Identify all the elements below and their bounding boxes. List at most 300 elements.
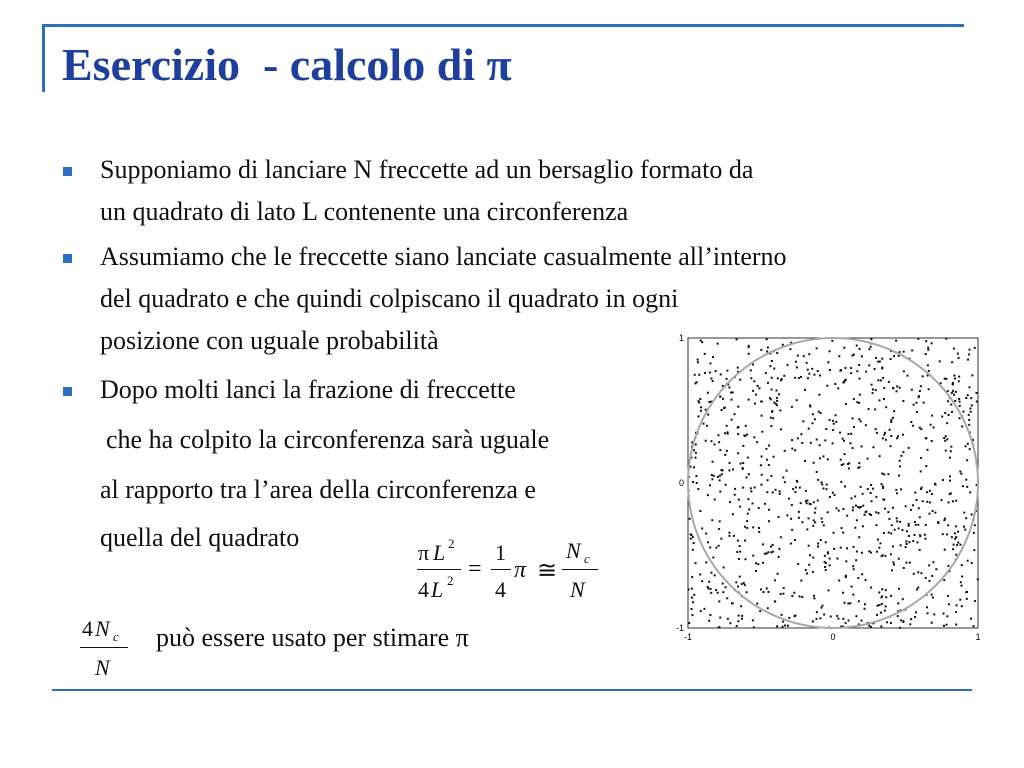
scatter-point [931, 594, 933, 596]
scatter-point [816, 347, 818, 349]
scatter-point [865, 579, 867, 581]
scatter-point [937, 522, 939, 524]
scatter-point [919, 549, 921, 551]
scatter-point [962, 411, 964, 413]
scatter-point [852, 509, 854, 511]
scatter-point [828, 589, 830, 591]
estimator-text: può essere usato per stimare π [156, 623, 469, 652]
scatter-point [768, 509, 770, 511]
scatter-point [774, 600, 776, 602]
scatter-point [820, 481, 822, 483]
scatter-point [795, 486, 797, 488]
scatter-point [934, 483, 936, 485]
scatter-point [971, 513, 973, 515]
scatter-point [877, 539, 879, 541]
scatter-point [782, 626, 784, 628]
scatter-point [814, 418, 816, 420]
scatter-point [796, 480, 798, 482]
scatter-point [931, 622, 933, 624]
scatter-point [858, 364, 860, 366]
scatter-point [952, 548, 954, 550]
scatter-point [752, 619, 754, 621]
scatter-point [843, 463, 845, 465]
scatter-point [757, 385, 759, 387]
scatter-point [726, 450, 728, 452]
scatter-point [738, 499, 740, 501]
scatter-point [894, 529, 896, 531]
scatter-point [820, 412, 822, 414]
scatter-point [929, 580, 931, 582]
scatter-point [909, 623, 911, 625]
scatter-point [822, 455, 824, 457]
scatter-point [691, 576, 693, 578]
scatter-point [797, 563, 799, 565]
scatter-point [750, 490, 752, 492]
scatter-point [779, 493, 781, 495]
scatter-point [782, 593, 784, 595]
scatter-point [812, 413, 814, 415]
scatter-point [855, 559, 857, 561]
scatter-point [880, 596, 882, 598]
scatter-point [953, 348, 955, 350]
scatter-point [727, 433, 729, 435]
scatter-point [852, 565, 854, 567]
scatter-point [944, 378, 946, 380]
scatter-point [776, 400, 778, 402]
scatter-point [890, 532, 892, 534]
scatter-point [806, 528, 808, 530]
scatter-point [803, 355, 805, 357]
scatter-point [963, 512, 965, 514]
scatter-point [732, 468, 734, 470]
scatter-point [959, 417, 961, 419]
scatter-point [756, 603, 758, 605]
scatter-point [868, 348, 870, 350]
scatter-point [724, 407, 726, 409]
scatter-point [845, 575, 847, 577]
scatter-point [819, 374, 821, 376]
scatter-point [901, 529, 903, 531]
scatter-point [872, 388, 874, 390]
scatter-point [755, 394, 757, 396]
scatter-point [875, 511, 877, 513]
scatter-point [766, 491, 768, 493]
bullet-3-line-3: al rapporto tra l’area della circonferenza e [100, 475, 536, 504]
scatter-point [737, 406, 739, 408]
scatter-point [825, 428, 827, 430]
scatter-point [858, 466, 860, 468]
scatter-point [925, 340, 927, 342]
scatter-point [960, 473, 962, 475]
scatter-point [948, 501, 950, 503]
scatter-point [858, 536, 860, 538]
scatter-point [731, 399, 733, 401]
frame-top-rule [42, 24, 964, 27]
scatter-point [796, 399, 798, 401]
bullet-2-line-2: del quadrato e che quindi colpiscano il quadrato in ogni [100, 284, 679, 313]
scatter-point [808, 517, 810, 519]
scatter-point [708, 581, 710, 583]
scatter-point [717, 434, 719, 436]
scatter-point [809, 554, 811, 556]
scatter-point [786, 470, 788, 472]
scatter-point [884, 508, 886, 510]
scatter-point [858, 402, 860, 404]
scatter-point [729, 462, 731, 464]
scatter-point [879, 604, 881, 606]
scatter-point [692, 536, 694, 538]
scatter-point [881, 358, 883, 360]
scatter-point [737, 540, 739, 542]
scatter-point [771, 411, 773, 413]
scatter-point [782, 344, 784, 346]
scatter-point [768, 464, 770, 466]
scatter-point [813, 501, 815, 503]
scatter-point [899, 521, 901, 523]
scatter-point [701, 341, 703, 343]
scatter-point [696, 482, 698, 484]
scatter-point [953, 544, 955, 546]
scatter-point [902, 434, 904, 436]
scatter-point [760, 349, 762, 351]
scatter-point [712, 356, 714, 358]
scatter-point [897, 615, 899, 617]
scatter-point [892, 561, 894, 563]
scatter-point [968, 386, 970, 388]
scatter-point [856, 345, 858, 347]
scatter-point [690, 538, 692, 540]
scatter-point [952, 383, 954, 385]
scatter-point [829, 496, 831, 498]
scatter-point [767, 479, 769, 481]
scatter-point [746, 520, 748, 522]
scatter-point [955, 525, 957, 527]
scatter-point [841, 464, 843, 466]
formula-pi: π [418, 540, 430, 565]
formula-exponent: 2 [447, 573, 454, 588]
scatter-point [806, 572, 808, 574]
scatter-point [742, 462, 744, 464]
scatter-point [943, 625, 945, 627]
scatter-point [881, 367, 883, 369]
scatter-point [949, 475, 951, 477]
scatter-point [852, 594, 854, 596]
scatter-point [862, 505, 864, 507]
scatter-point [838, 355, 840, 357]
scatter-point [913, 404, 915, 406]
scatter-point [767, 382, 769, 384]
scatter-point [883, 398, 885, 400]
scatter-point [815, 618, 817, 620]
scatter-point [871, 384, 873, 386]
scatter-point [713, 475, 715, 477]
scatter-point [851, 586, 853, 588]
scatter-point [941, 416, 943, 418]
scatter-point [871, 500, 873, 502]
scatter-point [760, 484, 762, 486]
scatter-point [892, 387, 894, 389]
scatter-point [712, 380, 714, 382]
scatter-point [736, 625, 738, 627]
scatter-point [712, 556, 714, 558]
scatter-point [780, 536, 782, 538]
scatter-point [868, 550, 870, 552]
scatter-point [801, 596, 803, 598]
scatter-point [761, 401, 763, 403]
scatter-point [748, 508, 750, 510]
scatter-point [896, 520, 898, 522]
scatter-point [761, 431, 763, 433]
scatter-point [900, 544, 902, 546]
scatter-point [838, 580, 840, 582]
scatter-point [814, 512, 816, 514]
scatter-point [742, 487, 744, 489]
scatter-point [744, 558, 746, 560]
scatter-point [817, 479, 819, 481]
scatter-point [940, 499, 942, 501]
scatter-point [859, 378, 861, 380]
scatter-point [833, 423, 835, 425]
scatter-point [921, 487, 923, 489]
scatter-point [950, 450, 952, 452]
scatter-point [730, 392, 732, 394]
scatter-point [917, 571, 919, 573]
scatter-point [750, 487, 752, 489]
scatter-point [878, 512, 880, 514]
scatter-point [739, 576, 741, 578]
scatter-point [868, 408, 870, 410]
x-tick-label: 1 [975, 632, 981, 642]
scatter-point [958, 357, 960, 359]
scatter-point [861, 445, 863, 447]
scatter-point [882, 487, 884, 489]
scatter-point [832, 442, 834, 444]
scatter-point [882, 554, 884, 556]
scatter-point [881, 603, 883, 605]
scatter-point [943, 613, 945, 615]
scatter-point [762, 543, 764, 545]
scatter-point [722, 398, 724, 400]
scatter-point [903, 370, 905, 372]
scatter-point [780, 593, 782, 595]
scatter-point [701, 527, 703, 529]
scatter-point [910, 509, 912, 511]
y-tick-label: -1 [675, 623, 684, 633]
scatter-point [746, 527, 748, 529]
scatter-point [917, 587, 919, 589]
scatter-point [915, 524, 917, 526]
scatter-point [870, 492, 872, 494]
scatter-point [946, 624, 948, 626]
monte-carlo-scatter-plot [668, 328, 998, 644]
scatter-point [770, 546, 772, 548]
scatter-point [833, 548, 835, 550]
scatter-point [799, 595, 801, 597]
scatter-point [769, 365, 771, 367]
formula-L: L [433, 540, 446, 565]
scatter-point [842, 532, 844, 534]
scatter-point [896, 492, 898, 494]
scatter-point [958, 398, 960, 400]
scatter-point [811, 422, 813, 424]
scatter-point [708, 401, 710, 403]
scatter-point [867, 488, 869, 490]
scatter-point [718, 545, 720, 547]
scatter-point [709, 614, 711, 616]
scatter-point [842, 592, 844, 594]
scatter-point [959, 599, 961, 601]
scatter-point [812, 557, 814, 559]
scatter-point [806, 502, 808, 504]
scatter-point [906, 543, 908, 545]
scatter-point [711, 474, 713, 476]
scatter-point [778, 516, 780, 518]
scatter-point [846, 547, 848, 549]
scatter-point [788, 617, 790, 619]
scatter-point [788, 498, 790, 500]
scatter-point [931, 415, 933, 417]
scatter-point [859, 394, 861, 396]
scatter-point [693, 542, 695, 544]
scatter-point [719, 396, 721, 398]
scatter-point [770, 398, 772, 400]
scatter-point [776, 352, 778, 354]
scatter-point [691, 608, 693, 610]
scatter-point [800, 376, 802, 378]
scatter-point [854, 495, 856, 497]
approx-sign: ≅ [537, 558, 558, 584]
bullet-2-line-1: Assumiamo che le freccette siano lanciate casualmente all’interno [100, 242, 787, 271]
scatter-point [824, 439, 826, 441]
scatter-point [918, 396, 920, 398]
scatter-point [933, 613, 935, 615]
bullet-1-line-1: Supponiamo di lanciare N freccette ad un bersaglio formato da [100, 155, 754, 184]
scatter-point [960, 581, 962, 583]
scatter-point [874, 368, 876, 370]
scatter-point [823, 614, 825, 616]
scatter-point [870, 552, 872, 554]
scatter-point [817, 543, 819, 545]
scatter-point [876, 551, 878, 553]
scatter-point [947, 595, 949, 597]
scatter-point [791, 439, 793, 441]
scatter-point [780, 379, 782, 381]
scatter-point [892, 507, 894, 509]
scatter-point [791, 448, 793, 450]
scatter-point [905, 540, 907, 542]
scatter-point [778, 556, 780, 558]
scatter-point [910, 421, 912, 423]
scatter-point [870, 514, 872, 516]
scatter-point [694, 374, 696, 376]
scatter-point [955, 391, 957, 393]
scatter-point [791, 406, 793, 408]
scatter-point [928, 513, 930, 515]
scatter-point [834, 383, 836, 385]
scatter-point [703, 608, 705, 610]
scatter-point [748, 353, 750, 355]
scatter-point [695, 443, 697, 445]
scatter-point [695, 475, 697, 477]
scatter-point [965, 445, 967, 447]
scatter-point [744, 435, 746, 437]
scatter-point [740, 605, 742, 607]
scatter-point [958, 380, 960, 382]
scatter-point [929, 501, 931, 503]
scatter-point [738, 615, 740, 617]
scatter-point [837, 387, 839, 389]
scatter-point [969, 448, 971, 450]
scatter-point [870, 587, 872, 589]
scatter-point [792, 488, 794, 490]
scatter-point [801, 521, 803, 523]
scatter-point [887, 473, 889, 475]
scatter-point [880, 625, 882, 627]
bullet-3-line-1: Dopo molti lanci la frazione di freccette [100, 375, 516, 404]
scatter-point [948, 603, 950, 605]
scatter-point [928, 388, 930, 390]
scatter-point [905, 546, 907, 548]
scatter-point [927, 347, 929, 349]
fraction-bar [80, 647, 128, 648]
scatter-point [699, 510, 701, 512]
formula-subscript: c [584, 551, 590, 566]
scatter-point [877, 605, 879, 607]
scatter-point [835, 414, 837, 416]
scatter-point [846, 515, 848, 517]
scatter-point [695, 562, 697, 564]
scatter-point [852, 546, 854, 548]
scatter-point [955, 536, 957, 538]
scatter-point [848, 468, 850, 470]
scatter-point [864, 514, 866, 516]
scatter-point [884, 432, 886, 434]
scatter-point [776, 625, 778, 627]
scatter-point [896, 437, 898, 439]
scatter-point [935, 568, 937, 570]
estimator-N: N [95, 616, 110, 641]
scatter-point [826, 385, 828, 387]
scatter-point [824, 555, 826, 557]
scatter-point [794, 377, 796, 379]
scatter-point [808, 373, 810, 375]
scatter-point [813, 597, 815, 599]
scatter-point [840, 369, 842, 371]
scatter-point [748, 345, 750, 347]
scatter-point [784, 481, 786, 483]
scatter-point [722, 591, 724, 593]
scatter-point [861, 552, 863, 554]
scatter-point [973, 532, 975, 534]
scatter-point [782, 621, 784, 623]
scatter-point [827, 511, 829, 513]
scatter-point [959, 544, 961, 546]
scatter-point [973, 549, 975, 551]
scatter-point [705, 533, 707, 535]
scatter-point [830, 615, 832, 617]
scatter-point [800, 433, 802, 435]
scatter-point [806, 362, 808, 364]
scatter-point [865, 371, 867, 373]
scatter-point [691, 534, 693, 536]
scatter-point [967, 359, 969, 361]
scatter-point [758, 531, 760, 533]
scatter-point [959, 401, 961, 403]
scatter-point [829, 558, 831, 560]
scatter-point [849, 602, 851, 604]
scatter-point [745, 476, 747, 478]
scatter-point [919, 427, 921, 429]
